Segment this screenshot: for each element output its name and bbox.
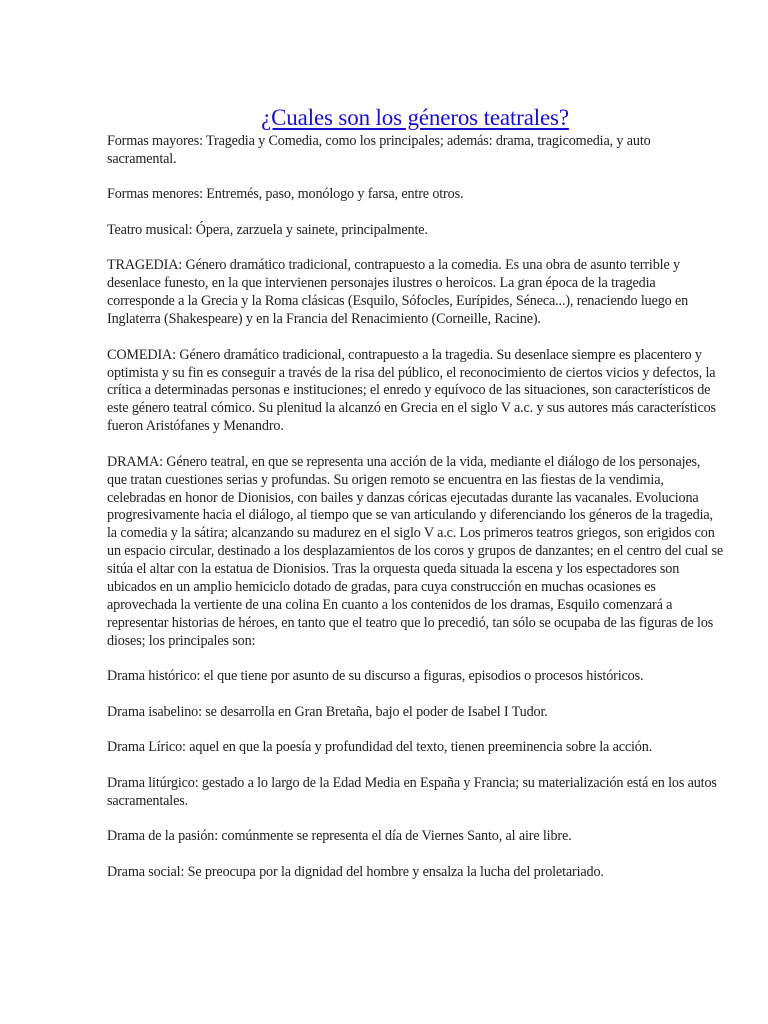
paragraph-drama-social: Drama social: Se preocupa por la dignidad del hombre y ensalza la lucha del proletariado.: [107, 863, 604, 880]
page-title-link[interactable]: ¿Cuales son los géneros teatrales?: [261, 105, 569, 130]
paragraph-comedia: COMEDIA: Género dramático tradicional, contrapuesto a la tragedia. Su desenlace siempre es placentero y optimista y su fin es conseguir a través de la risa del público, el reconocimiento de ciertos vicios y defectos, la crítica a determinadas personas e instituciones; el enredo y equívoco de las situaciones, son característicos de este género teatral cómico. Su plenitud la alcanzó en Grecia en el siglo V a.c. y sus autores más característicos fueron Aristófanes y Menandro.: [107, 346, 716, 435]
paragraph-drama: DRAMA: Género teatral, en que se representa una acción de la vida, mediante el diálogo de los personajes, que tratan cuestiones serias y profundas. Su origen remoto se encuentra en las fiestas de la vendimia, celebradas en honor de Dionisios, con bailes y danzas córicas ejecutadas durante las vacanales. Evoluciona progresivamente hacia el diálogo, al tiempo que se van articulando y diferenciando los géneros de la tragedia, la comedia y la sátira; alcanzando su madurez en el siglo V a.c. Los primeros teatros griegos, son erigidos con un espacio circular, destinado a los desplazamientos de los coros y grupos de danzantes; en el centro del cual se sitúa el altar con la estatua de Dionisios. Tras la orquesta queda situada la escena y los espectadores son ubicados en un amplio hemiciclo dotado de gradas, para cuya construcción en muchas ocasiones es aprovechada la vertiente de una colina En cuanto a los contenidos de los dramas, Esquilo comenzará a representar historias de héroes, en tanto que el teatro que lo precedió, tan sólo se ocupaba de las figuras de los dioses; los principales son:: [107, 453, 723, 649]
paragraph-drama-isabelino: Drama isabelino: se desarrolla en Gran Bretaña, bajo el poder de Isabel I Tudor.: [107, 703, 548, 720]
paragraph-drama-historico: Drama histórico: el que tiene por asunto de su discurso a figuras, episodios o procesos históricos.: [107, 668, 644, 685]
paragraph-formas-mayores: Formas mayores: Tragedia y Comedia, como los principales; además: drama, tragicomedia, y auto sacramental.: [107, 133, 651, 167]
paragraph-tragedia: TRAGEDIA: Género dramático tradicional, contrapuesto a la comedia. Es una obra de asunto terrible y desenlace funesto, en la que intervienen personajes ilustres o heroicos. La gran época de la tragedia corresponde a la Grecia y la Roma clásicas (Esquilo, Sófocles, Eurípides, Séneca...), renaciendo luego en Inglaterra (Shakespeare) y en la Francia del Renacimiento (Corneille, Racine).: [107, 257, 689, 328]
paragraph-drama-liturgico: Drama litúrgico: gestado a lo largo de la Edad Media en España y Francia; su materialización está en los autos sacramentales.: [107, 774, 717, 809]
paragraph-formas-menores: Formas menores: Entremés, paso, monólogo y farsa, entre otros.: [107, 186, 464, 203]
paragraph-drama-pasion: Drama de la pasión: comúnmente se representa el día de Viernes Santo, al aire libre.: [107, 828, 572, 845]
paragraph-teatro-musical: Teatro musical: Ópera, zarzuela y sainete, principalmente.: [107, 221, 428, 238]
document-body: [107, 133, 723, 899]
paragraph-drama-lirico: Drama Lírico: aquel en que la poesía y profundidad del texto, tienen preeminencia sobre la acción.: [107, 739, 653, 756]
